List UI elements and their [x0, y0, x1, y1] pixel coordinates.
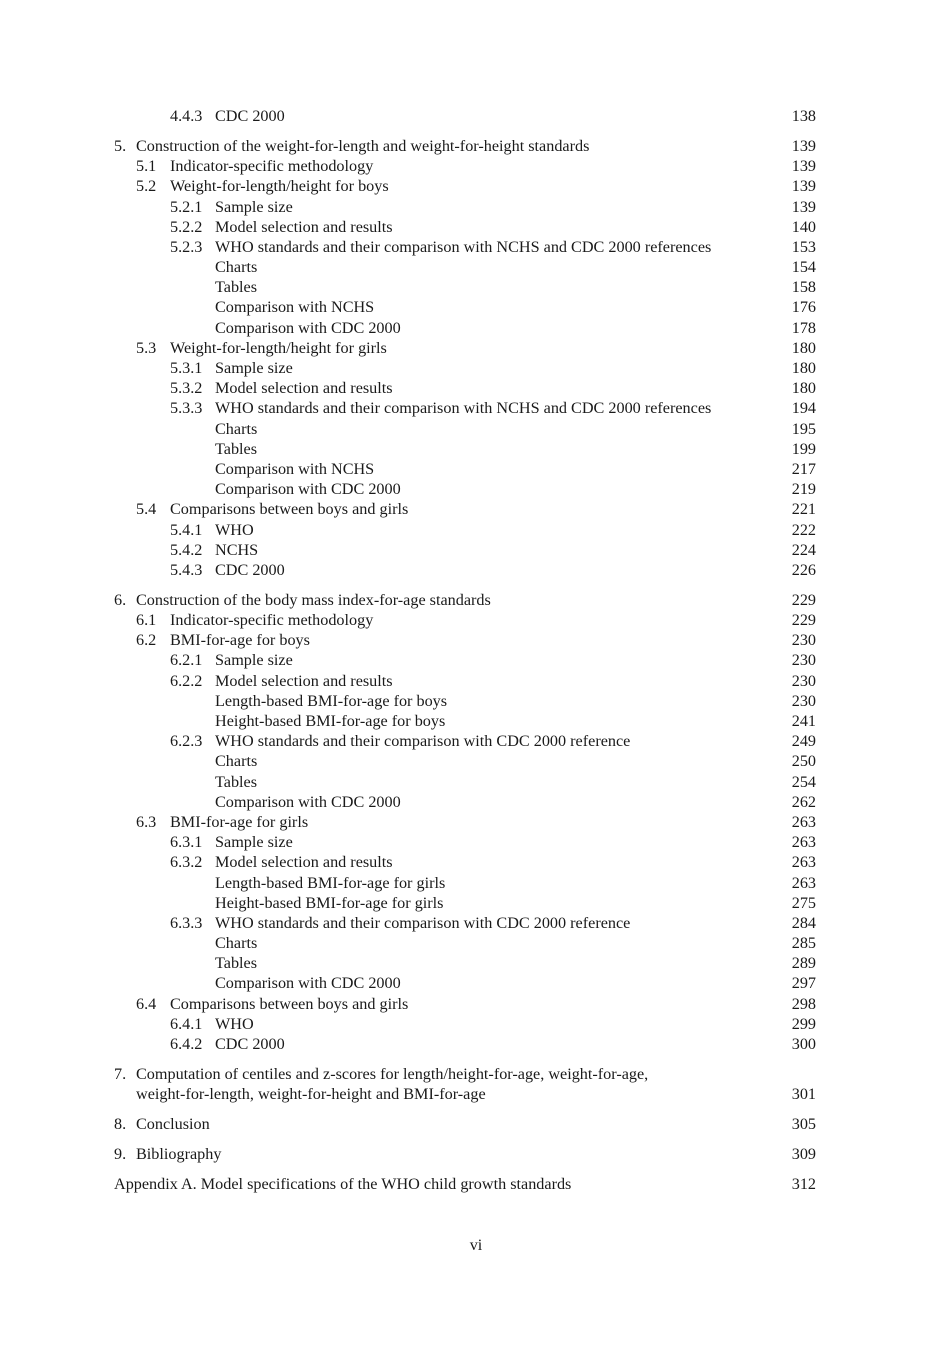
toc-entry-page: 195 [791, 419, 816, 438]
toc-entry-page: 309 [791, 1145, 816, 1164]
toc-entry-number: 5.2 [136, 177, 157, 196]
toc-entry-page: 250 [791, 752, 816, 771]
toc-entry [0, 751, 952, 771]
toc-entry-title: Sample size [215, 651, 293, 670]
toc-entry [0, 1114, 952, 1134]
toc-entry-title: Charts [215, 934, 258, 953]
toc-entry-title: Model selection and results [215, 217, 393, 236]
toc-entry [0, 994, 952, 1014]
toc-entry-title: Charts [215, 258, 258, 277]
toc-entry-number: 6. [114, 590, 127, 609]
toc-entry [0, 772, 952, 792]
toc-entry-title: Length-based BMI-for-age for girls [215, 873, 446, 892]
toc-entry-number: 4.4.3 [170, 107, 203, 125]
toc-entry-title: CDC 2000 [215, 1035, 285, 1054]
toc-entry-title: NCHS [215, 540, 259, 559]
toc-entry-title: WHO standards and their comparison with NCHS and CDC 2000 references [215, 237, 712, 256]
toc-entry-number: 5.2.3 [170, 237, 203, 256]
toc-entry [0, 419, 952, 439]
toc-entry [0, 459, 952, 479]
toc-entry-title: Comparison with NCHS [215, 298, 375, 317]
toc-entry [0, 318, 952, 338]
toc-entry [0, 1174, 952, 1194]
toc-entry-page: 299 [791, 1014, 816, 1033]
toc-entry-page: 222 [791, 520, 816, 539]
toc-entry-number: 5.3 [136, 338, 157, 357]
toc-entry [0, 257, 952, 277]
toc-entry-page: 230 [791, 631, 816, 650]
toc-entry-page: 300 [791, 1035, 816, 1054]
toc-entry-page: 298 [791, 994, 816, 1013]
toc-entry-page: 305 [791, 1115, 816, 1134]
toc-entry-page: 138 [791, 107, 816, 125]
toc-entry-page: 229 [791, 590, 816, 609]
toc-entry [0, 479, 952, 499]
toc-entry-title: Charts [215, 752, 258, 771]
toc-entry-title: Tables [215, 278, 258, 297]
toc-entry-page: 224 [791, 540, 816, 559]
toc-entry [0, 1144, 952, 1164]
toc-entry [0, 893, 952, 913]
toc-entry [0, 933, 952, 953]
toc-entry-title: Appendix A. Model specifications of the WHO child growth standards [114, 1175, 572, 1194]
toc-entry-title: Model selection and results [215, 379, 393, 398]
toc-entry-page: 140 [791, 217, 816, 236]
toc-entry [0, 358, 952, 378]
toc-entry-page: 263 [791, 833, 816, 852]
toc-entry-title: Sample size [215, 833, 293, 852]
toc-entry-number: 5.4.1 [170, 520, 203, 539]
toc-entry-title: CDC 2000 [215, 107, 285, 125]
toc-entry-title: CDC 2000 [215, 560, 285, 579]
toc-entry [0, 610, 952, 630]
toc-entry-page: 229 [791, 611, 816, 630]
toc-entry-number: 5.2.1 [170, 197, 203, 216]
toc-entry-page: 297 [791, 974, 816, 993]
toc-entry-number: 9. [114, 1145, 127, 1164]
toc-entry-page: 312 [791, 1175, 816, 1194]
toc-entry [0, 398, 952, 418]
toc-entry-page: 180 [791, 379, 816, 398]
toc-entry-title: Tables [215, 772, 258, 791]
toc-entry-page: 241 [791, 712, 816, 731]
toc-entry-number: 6.2.3 [170, 732, 203, 751]
toc-entry-title: BMI-for-age for girls [170, 812, 309, 831]
toc-entry-page: 219 [791, 480, 816, 499]
toc-entry-page: 301 [791, 1085, 816, 1104]
toc-entry-page: 153 [791, 237, 816, 256]
toc-entry-title: Charts [215, 419, 258, 438]
toc-entry-page: 230 [791, 651, 816, 670]
toc-entry [0, 439, 952, 459]
toc-entry [0, 1064, 952, 1104]
toc-entry [0, 136, 952, 156]
toc-entry [0, 1014, 952, 1034]
toc-entry [0, 560, 952, 580]
toc-entry-title: Indicator-specific methodology [170, 157, 374, 176]
toc-entry-title: WHO standards and their comparison with CDC 2000 reference [215, 732, 631, 751]
toc-entry-page: 139 [791, 136, 816, 155]
toc-entry-number: 7. [114, 1065, 127, 1084]
toc-entry [0, 792, 952, 812]
toc-entry-title: Sample size [215, 197, 293, 216]
toc-entry-title: Tables [215, 439, 258, 458]
toc-entry-title: WHO standards and their comparison with CDC 2000 reference [215, 913, 631, 932]
toc-entry-number: 5.3.1 [170, 359, 203, 378]
toc-entry [0, 297, 952, 317]
toc-entry-page: 263 [791, 873, 816, 892]
toc-entry-title: Conclusion [136, 1115, 210, 1134]
toc-entry [0, 671, 952, 691]
toc-entry [0, 812, 952, 832]
toc-entry-page: 217 [791, 459, 816, 478]
toc-entry-number: 6.2.2 [170, 671, 203, 690]
toc-entry-page: 178 [791, 318, 816, 337]
toc-entry-title: Height-based BMI-for-age for boys [215, 712, 446, 731]
toc-entry [0, 378, 952, 398]
toc-entry-number: 6.1 [136, 611, 157, 630]
toc-entry [0, 1034, 952, 1054]
toc-entry-number: 6.4.2 [170, 1035, 203, 1054]
toc-entry [0, 176, 952, 196]
toc-entry-title: WHO [215, 520, 254, 539]
toc-entry-title: Weight-for-length/height for girls [170, 338, 387, 357]
toc-entry-title: Model selection and results [215, 853, 393, 872]
toc-entry-page: 284 [791, 913, 816, 932]
toc-entry-number: 6.3.1 [170, 833, 203, 852]
toc-entry-title: Construction of the body mass index-for-age standards [136, 590, 491, 609]
toc-entry [0, 630, 952, 650]
toc-entry-number: 6.3 [136, 812, 157, 831]
toc-entry-title: WHO standards and their comparison with NCHS and CDC 2000 references [215, 399, 712, 418]
toc-entry [0, 520, 952, 540]
toc-entry-title: Computation of centiles and z-scores for length/height-for-age, weight-for-age, [136, 1065, 649, 1084]
toc-entry-number: 6.2.1 [170, 651, 203, 670]
toc-entry-number: 8. [114, 1115, 127, 1134]
toc-entry [0, 691, 952, 711]
toc-entry [0, 197, 952, 217]
toc-entry-title: Sample size [215, 359, 293, 378]
toc-entry [0, 499, 952, 519]
toc-entry-page: 226 [791, 560, 816, 579]
toc-entry-number: 5.3.3 [170, 399, 203, 418]
toc-entry-title: Model selection and results [215, 671, 393, 690]
toc-entry [0, 106, 952, 126]
toc-entry-number: 6.2 [136, 631, 157, 650]
toc-entry-page: 154 [791, 258, 816, 277]
toc-entry-page: 263 [791, 812, 816, 831]
toc-entry-title: Comparisons between boys and girls [170, 500, 409, 519]
toc-entry-page: 289 [791, 954, 816, 973]
toc-entry [0, 217, 952, 237]
toc-entry-page: 249 [791, 732, 816, 751]
toc-entry-number: 6.3.3 [170, 913, 203, 932]
toc-entry [0, 953, 952, 973]
toc-entry-number: 5.4 [136, 500, 157, 519]
toc-entry-title: Comparison with CDC 2000 [215, 480, 401, 499]
toc-entry [0, 338, 952, 358]
toc-entry [0, 711, 952, 731]
toc-entry [0, 540, 952, 560]
toc-entry-page: 285 [791, 934, 816, 953]
toc-entry-title: Comparison with CDC 2000 [215, 318, 401, 337]
toc-entry-number: 5.2.2 [170, 217, 203, 236]
toc-entry [0, 873, 952, 893]
toc-entry [0, 277, 952, 297]
toc-entry-page: 180 [791, 338, 816, 357]
toc-entry-title: WHO [215, 1014, 254, 1033]
toc-entry-title: Height-based BMI-for-age for girls [215, 893, 444, 912]
toc-entry-number: 6.4 [136, 994, 157, 1013]
toc-entry-page: 180 [791, 359, 816, 378]
toc-entry [0, 590, 952, 610]
toc-entry-page: 158 [791, 278, 816, 297]
toc-entry-page: 194 [791, 399, 816, 418]
toc-entry-title: Comparisons between boys and girls [170, 994, 409, 1013]
toc-entry-title-continued: weight-for-length, weight-for-height and BMI-for-age [136, 1085, 486, 1104]
toc-entry [0, 237, 952, 257]
toc-entry-title: BMI-for-age for boys [170, 631, 310, 650]
toc-entry-title: Weight-for-length/height for boys [170, 177, 389, 196]
toc-entry [0, 913, 952, 933]
toc-entry-page: 263 [791, 853, 816, 872]
toc-entry-number: 6.4.1 [170, 1014, 203, 1033]
toc-entry-title: Tables [215, 954, 258, 973]
toc-entry-title: Indicator-specific methodology [170, 611, 374, 630]
toc-entry [0, 852, 952, 872]
toc-entry-page: 254 [791, 772, 816, 791]
toc-entry-page: 199 [791, 439, 816, 458]
toc-entry [0, 832, 952, 852]
toc-entry-title: Length-based BMI-for-age for boys [215, 691, 448, 710]
toc-entry-page: 221 [791, 500, 816, 519]
toc-entry [0, 973, 952, 993]
toc-entry-page: 139 [791, 157, 816, 176]
toc-entry-page: 230 [791, 671, 816, 690]
toc-entry-number: 6.3.2 [170, 853, 203, 872]
toc-entry-page: 275 [791, 893, 816, 912]
toc-entry-page: 262 [791, 792, 816, 811]
toc-entry [0, 156, 952, 176]
toc-entry-page: 139 [791, 177, 816, 196]
table-of-contents [0, 106, 952, 1194]
toc-entry-number: 5.4.2 [170, 540, 203, 559]
toc-entry-page: 230 [791, 691, 816, 710]
page-number: vi [469, 1236, 483, 1254]
toc-entry-number: 5.1 [136, 157, 157, 176]
toc-entry-title: Comparison with NCHS [215, 459, 375, 478]
toc-entry-page: 176 [791, 298, 816, 317]
toc-entry-number: 5.4.3 [170, 560, 203, 579]
toc-entry-number: 5.3.2 [170, 379, 203, 398]
toc-entry-number: 5. [114, 136, 127, 155]
toc-entry-title: Comparison with CDC 2000 [215, 792, 401, 811]
toc-entry [0, 731, 952, 751]
toc-entry-page: 139 [791, 197, 816, 216]
toc-entry [0, 650, 952, 670]
toc-entry-title: Construction of the weight-for-length and weight-for-height standards [136, 136, 590, 155]
toc-entry-title: Bibliography [136, 1145, 222, 1164]
toc-entry-title: Comparison with CDC 2000 [215, 974, 401, 993]
